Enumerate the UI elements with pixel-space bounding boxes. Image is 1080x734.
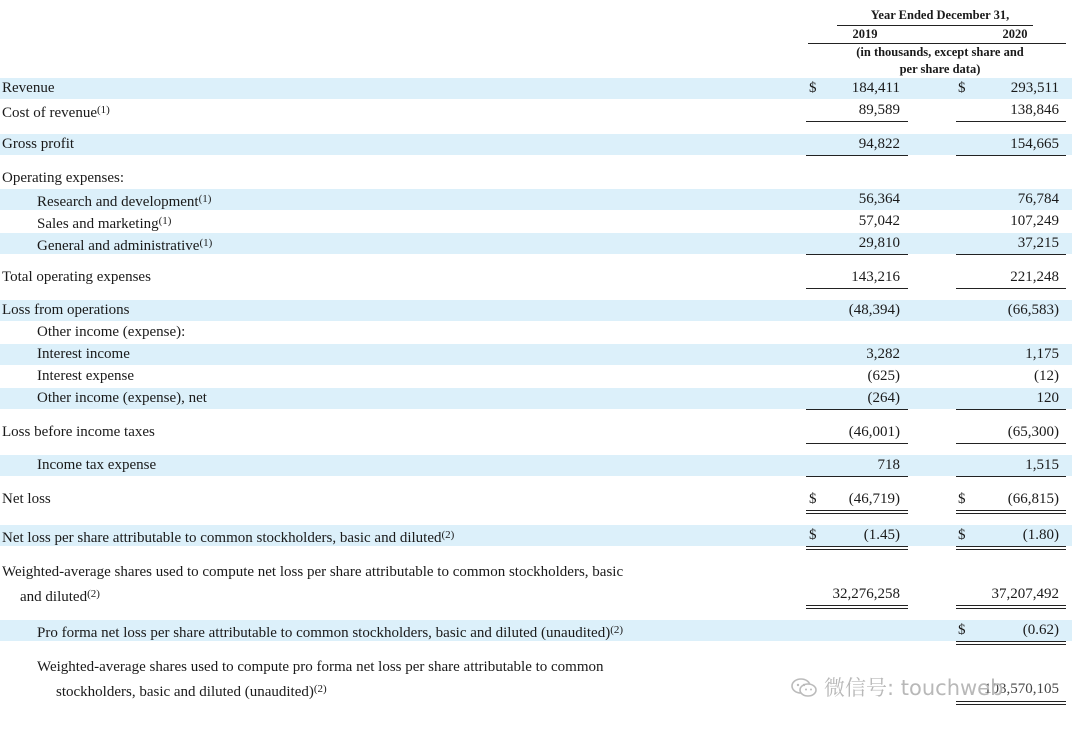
value-2019: (46,719) xyxy=(848,491,900,507)
currency-symbol: $ xyxy=(958,527,966,543)
period-header: Year Ended December 31, xyxy=(870,8,1010,22)
value-2019: 32,276,258 xyxy=(832,586,900,602)
row-label: Revenue xyxy=(2,80,55,96)
header-rule xyxy=(837,25,1033,26)
table-row-interest-expense xyxy=(0,366,1072,387)
row-label: Net loss per share attributable to common stockholders, basic and diluted$^{(2)}$ xyxy=(2,529,455,546)
footnote-ref: (2) xyxy=(87,588,100,600)
row-label: Other income (expense): xyxy=(37,324,186,340)
year-rule xyxy=(808,43,1066,44)
value-2019: (46,001) xyxy=(848,424,900,440)
value-2019: 29,810 xyxy=(858,235,900,251)
underline xyxy=(956,409,1066,410)
underline xyxy=(806,443,908,444)
table-row-income-tax xyxy=(0,455,1072,476)
value-2020: (66,583) xyxy=(1007,302,1059,318)
value-2020: 1,515 xyxy=(1025,457,1059,473)
value-2020: (65,300) xyxy=(1007,424,1059,440)
currency-symbol: $ xyxy=(958,80,966,96)
row-label: Loss from operations xyxy=(2,302,130,318)
row-label-line1: Weighted-average shares used to compute pro forma net loss per share attributable to common xyxy=(37,659,604,675)
value-2019: 89,589 xyxy=(858,102,900,118)
value-2020: 138,846 xyxy=(1010,102,1059,118)
underline xyxy=(806,409,908,410)
value-2019: (48,394) xyxy=(848,302,900,318)
value-2019: 3,282 xyxy=(866,346,900,362)
table-row-weighted-avg-shares xyxy=(0,562,1072,606)
currency-symbol: $ xyxy=(809,527,817,543)
value-2019: 184,411 xyxy=(851,80,900,96)
table-row-other-income-net xyxy=(0,388,1072,409)
footnote-ref: (2) xyxy=(313,683,327,695)
underline xyxy=(956,121,1066,122)
watermark-text: 微信号: touchweb xyxy=(824,676,1004,700)
row-label: Net loss xyxy=(2,491,51,507)
currency-symbol: $ xyxy=(958,491,966,507)
value-2020: 154,665 xyxy=(1010,136,1059,152)
footnote-ref: (2) xyxy=(610,624,624,636)
row-label: Operating expenses: xyxy=(2,170,125,186)
value-2020: 107,249 xyxy=(1010,213,1059,229)
units-header-line1: (in thousands, except share and xyxy=(856,45,1024,59)
underline xyxy=(806,476,908,477)
row-label: Pro forma net loss per share attributable to common stockholders, basic and diluted (unaudited)$^{(2)}$ xyxy=(37,624,624,641)
value-2020: 221,248 xyxy=(1010,269,1059,285)
table-row-gross-profit xyxy=(0,134,1072,155)
footnote-ref: (1) xyxy=(199,237,213,249)
value-2020: (0.62) xyxy=(1022,622,1059,638)
value-2019: 57,042 xyxy=(858,213,900,229)
row-label: Interest income xyxy=(37,346,130,362)
underline xyxy=(806,121,908,122)
value-2020: (12) xyxy=(1034,368,1059,384)
table-row-net-loss xyxy=(0,489,1072,510)
underline xyxy=(956,288,1066,289)
row-label: Gross profit xyxy=(2,136,75,152)
value-2019: (625) xyxy=(867,368,900,384)
currency-symbol: $ xyxy=(809,80,817,96)
table-row-net-loss-per-share xyxy=(0,525,1072,546)
row-label: Other income (expense), net xyxy=(37,390,207,406)
underline xyxy=(956,155,1066,156)
footnote-ref: (2) xyxy=(441,529,455,541)
watermark xyxy=(790,672,1003,702)
value-2019: 94,822 xyxy=(858,136,900,152)
row-label: General and administrative$^{(1)}$ xyxy=(37,237,213,254)
value-2020: (66,815) xyxy=(1007,491,1059,507)
row-label: Interest expense xyxy=(37,368,135,384)
row-label-line1: Weighted-average shares used to compute net loss per share attributable to common stockholders, basic xyxy=(2,564,624,580)
currency-symbol: $ xyxy=(958,622,966,638)
table-row-cost-of-revenue xyxy=(0,100,1072,121)
table-row-other-income-header xyxy=(0,322,1072,343)
row-label: Total operating expenses xyxy=(2,269,151,285)
double-underline xyxy=(806,510,908,514)
row-label: Loss before income taxes xyxy=(2,424,155,440)
double-underline xyxy=(956,546,1066,550)
wechat-icon xyxy=(790,677,818,699)
double-underline xyxy=(956,641,1066,645)
table-row-general-admin xyxy=(0,233,1072,254)
double-underline xyxy=(956,510,1066,514)
value-2020: 1,175 xyxy=(1025,346,1059,362)
row-label-line2: and diluted$^{(2)}$ xyxy=(20,588,100,605)
row-label: Sales and marketing$^{(1)}$ xyxy=(37,215,172,232)
row-label-line2: stockholders, basic and diluted (unaudited)$^{(2)}$ xyxy=(56,683,327,700)
row-label: Income tax expense xyxy=(37,457,157,473)
underline xyxy=(956,254,1066,255)
double-underline xyxy=(806,605,908,609)
year-2020-header: 2020 xyxy=(1002,27,1028,41)
underline xyxy=(806,254,908,255)
currency-symbol: $ xyxy=(809,491,817,507)
table-row-research-development xyxy=(0,189,1072,210)
value-2020: 293,511 xyxy=(1010,80,1059,96)
value-2020: 37,215 xyxy=(1017,235,1059,251)
value-2020: 37,207,492 xyxy=(991,586,1059,602)
units-header-line2: per share data) xyxy=(899,62,981,76)
underline xyxy=(956,443,1066,444)
value-2020: 103,570,105 xyxy=(984,681,1059,697)
value-2020: 120 xyxy=(1036,390,1059,406)
underline xyxy=(806,288,908,289)
value-2020: (1.80) xyxy=(1022,527,1059,543)
value-2019: (1.45) xyxy=(863,527,900,543)
footnote-ref: (1) xyxy=(198,193,212,205)
table-row-pro-forma-per-share xyxy=(0,620,1072,641)
value-2019: 56,364 xyxy=(858,191,900,207)
value-2020: 76,784 xyxy=(1017,191,1059,207)
underline xyxy=(956,476,1066,477)
table-row-operating-expenses xyxy=(0,168,1072,189)
row-label: Cost of revenue$^{(1)}$ xyxy=(2,104,110,121)
footnote-ref: (1) xyxy=(96,104,110,116)
value-2019: 718 xyxy=(877,457,900,473)
table-row-sales-marketing xyxy=(0,211,1072,232)
table-row-total-opex xyxy=(0,267,1072,288)
table-row-interest-income xyxy=(0,344,1072,365)
table-row-revenue xyxy=(0,78,1072,99)
footnote-ref: (1) xyxy=(158,215,172,227)
value-2019: 143,216 xyxy=(851,269,900,285)
year-2019-header: 2019 xyxy=(852,27,878,41)
value-2019: (264) xyxy=(867,390,900,406)
underline xyxy=(806,155,908,156)
row-label: Research and development$^{(1)}$ xyxy=(37,193,212,210)
double-underline xyxy=(956,605,1066,609)
table-row-loss-before-tax xyxy=(0,422,1072,443)
double-underline xyxy=(806,546,908,550)
table-row-loss-from-operations xyxy=(0,300,1072,321)
